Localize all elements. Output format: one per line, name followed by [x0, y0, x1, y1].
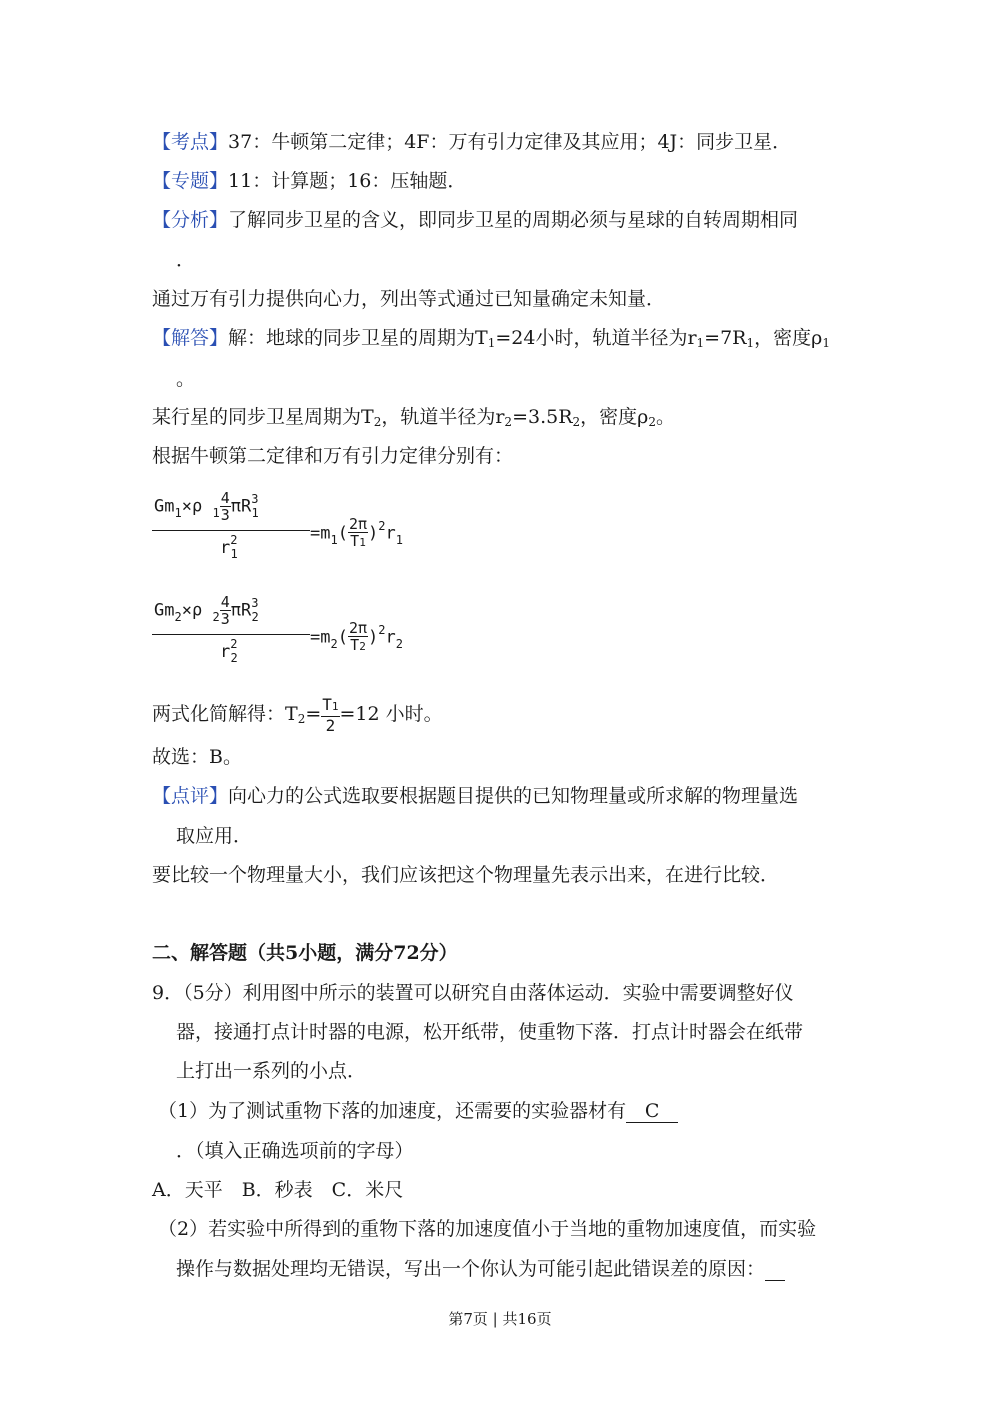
- formula-fraction: [348, 516, 368, 551]
- formula-sub: 1: [251, 505, 259, 520]
- formula-text: r: [385, 627, 396, 648]
- sub-index: 2: [648, 415, 656, 429]
- formula-sub: 1: [174, 505, 182, 520]
- formula-text: ): [368, 627, 379, 648]
- formula-2: [152, 594, 472, 680]
- fraction-top: 4: [220, 489, 230, 507]
- result-fraction: [321, 696, 339, 735]
- q9-1-answer-blank: C: [626, 1100, 678, 1123]
- formula-sub: 1: [212, 505, 220, 520]
- formula-sup: 2: [230, 533, 238, 547]
- formula-text: Gm: [154, 496, 175, 517]
- zhuanti-tag: 【专题】: [152, 170, 229, 192]
- formula-text: Gm: [154, 600, 175, 621]
- result-eq: =: [305, 703, 322, 725]
- kaodian-tag: 【考点】: [152, 131, 229, 153]
- dianping-tag: 【点评】: [152, 785, 229, 807]
- planet-text-d: ，密度ρ: [580, 406, 649, 428]
- sub-index: 2: [373, 415, 382, 429]
- formula-fraction: [348, 620, 368, 655]
- q9-1-line: [158, 1096, 678, 1126]
- q9-2-text: 操作与数据处理均无错误，写出一个你认为可能引起此错误差的原因：: [176, 1258, 766, 1280]
- result-text-b: =12 小时。: [339, 703, 443, 725]
- planet-text-e: 。: [655, 406, 675, 428]
- fraction-bottom: T: [350, 636, 360, 654]
- q9-line-3: 上打出一系列的小点．: [176, 1060, 367, 1082]
- sub-index: 2: [297, 712, 306, 726]
- formula-sub: 1: [359, 536, 366, 549]
- result-line: [152, 694, 443, 739]
- formula-sup: 2: [378, 518, 386, 533]
- q9-line-1: 9．（5分）利用图中所示的装置可以研究自由落体运动．实验中需要调整好仪: [152, 982, 794, 1004]
- page-footer: 第7页 | 共16页: [448, 1310, 552, 1328]
- formula-sub: 2: [330, 636, 338, 651]
- formula-sup: 3: [251, 491, 259, 506]
- formula-fraction: [220, 490, 231, 523]
- jieda-text-b: =24小时，轨道半径为r: [495, 327, 697, 349]
- dianping-cont: 取应用．: [176, 825, 253, 847]
- formula-1-rhs: [310, 516, 403, 551]
- fraction-top: 2π: [348, 515, 368, 533]
- formula-text: (: [337, 523, 348, 544]
- law-line: 根据牛顿第二定律和万有引力定律分别有：: [152, 445, 514, 467]
- sub-index: 2: [504, 415, 513, 429]
- q9-2-line-2: [176, 1254, 785, 1284]
- compare-line: 要比较一个物理量大小，我们应该把这个物理量先表示出来，在进行比较．: [152, 864, 780, 886]
- sub-index: 2: [572, 415, 581, 429]
- sub-index: 1: [822, 336, 830, 350]
- fraction-top: 2π: [348, 619, 368, 637]
- formula-2-rhs: [310, 620, 403, 655]
- sub-index: 1: [696, 336, 705, 350]
- formula-sup: 2: [378, 622, 386, 637]
- q9-1-cont: ．（填入正确选项前的字母）: [176, 1140, 414, 1162]
- fenxi-line: [152, 205, 798, 235]
- formula-text: r: [220, 642, 231, 662]
- formula-sub: 1: [230, 547, 238, 561]
- formula-sub: 2: [212, 609, 220, 624]
- planet-text-c: =3.5R: [512, 406, 573, 428]
- formula-sub: 2: [230, 651, 238, 665]
- formula-text: πR: [230, 496, 252, 517]
- choice-line: 故选：B。: [152, 746, 242, 768]
- jieda-tag: 【解答】: [152, 327, 229, 349]
- fenxi-cont: ．: [176, 249, 196, 271]
- fraction-bottom: 2: [325, 715, 336, 735]
- q9-options: A．天平 B．秒表 C．米尺: [152, 1179, 404, 1201]
- formula-sub: 2: [359, 640, 366, 653]
- formula-sub: 2: [395, 636, 403, 651]
- dianping-line: [152, 781, 798, 811]
- jieda-line: [152, 323, 830, 358]
- formula-sup: 2: [230, 637, 238, 651]
- sub-index: 1: [487, 336, 496, 350]
- q9-line-2: 器，接通打点计时器的电源，松开纸带，使重物下落．打点计时器会在纸带: [176, 1021, 804, 1043]
- q9-2-line-1: （2）若实验中所得到的重物下落的加速度值小于当地的重物加速度值，而实验: [158, 1218, 817, 1240]
- formula-sub: 2: [174, 609, 182, 624]
- kaodian-text: 37：牛顿第二定律；4F：万有引力定律及其应用；4J：同步卫星．: [228, 131, 792, 153]
- fraction-bottom: T: [350, 532, 360, 550]
- dianping-text: 向心力的公式选取要根据题目提供的已知物理量或所求解的物理量选: [228, 785, 799, 807]
- formula-1-numerator: [154, 490, 259, 523]
- formula-fraction: [220, 594, 231, 627]
- jieda-text-c: =7R: [704, 327, 747, 349]
- planet-text-b: ，轨道半径为r: [381, 406, 505, 428]
- kaodian-line: [152, 127, 791, 157]
- formula-1: [152, 490, 472, 576]
- sub-index: 1: [746, 336, 755, 350]
- zhuanti-text: 11：计算题；16：压轴题．: [228, 170, 467, 192]
- fraction-top: T: [322, 694, 332, 714]
- formula-1-denominator: [220, 533, 238, 561]
- jieda-text-d: ，密度ρ: [754, 327, 823, 349]
- formula-text: ×ρ: [181, 496, 203, 517]
- formula-text: (: [337, 627, 348, 648]
- formula-sub: 1: [331, 699, 339, 713]
- planet-line: [152, 402, 675, 437]
- analysis-line-2: 通过万有引力提供向心力，列出等式通过已知量确定未知量．: [152, 288, 666, 310]
- formula-text: r: [385, 523, 396, 544]
- jieda-cont: 。: [176, 368, 196, 390]
- planet-text-a: 某行星的同步卫星周期为T: [152, 406, 374, 428]
- fenxi-tag: 【分析】: [152, 209, 229, 231]
- q9-1-text: （1）为了测试重物下落的加速度，还需要的实验器材有: [158, 1100, 627, 1122]
- formula-2-numerator: [154, 594, 259, 627]
- formula-sup: 3: [251, 595, 259, 610]
- formula-text: =m: [310, 523, 331, 544]
- section-heading: 二、解答题（共5小题，满分72分）: [152, 942, 458, 964]
- fraction-bottom: 3: [220, 506, 230, 524]
- fraction-top: 4: [220, 593, 230, 611]
- formula-text: =m: [310, 627, 331, 648]
- formula-sub: 2: [251, 609, 259, 624]
- formula-text: ): [368, 523, 379, 544]
- result-text-a: 两式化简解得：T: [152, 703, 298, 725]
- zhuanti-line: [152, 166, 466, 196]
- formula-sub: 1: [395, 532, 403, 547]
- formula-sub: 1: [330, 532, 338, 547]
- formula-text: πR: [230, 600, 252, 621]
- fenxi-text: 了解同步卫星的含义，即同步卫星的周期必须与星球的自转周期相同: [228, 209, 799, 231]
- formula-2-denominator: [220, 637, 238, 665]
- fraction-bottom: 3: [220, 610, 230, 628]
- q9-2-answer-blank: [765, 1258, 785, 1281]
- fraction-bar: [152, 634, 310, 635]
- formula-text: ×ρ: [181, 600, 203, 621]
- fraction-bar: [152, 530, 310, 531]
- formula-text: r: [220, 538, 231, 558]
- jieda-text-a: 解：地球的同步卫星的周期为T: [228, 327, 488, 349]
